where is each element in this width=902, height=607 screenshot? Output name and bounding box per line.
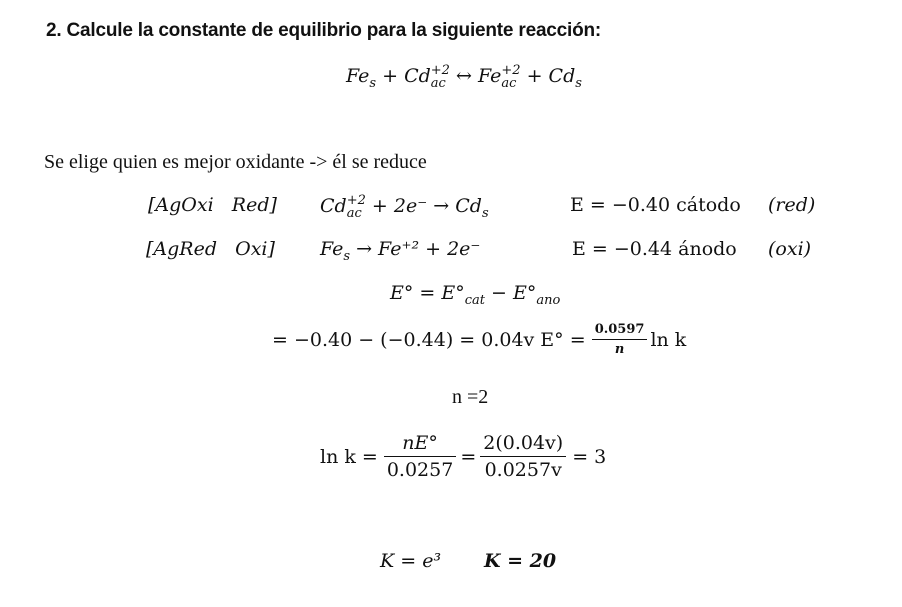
k-exponential: K = e³ bbox=[380, 550, 442, 572]
row2-tag: (oxi) bbox=[768, 238, 812, 260]
oxidant-statement: Se elige quien es mejor oxidante -> él se reduce bbox=[44, 151, 427, 173]
standard-potential-equation: $E^\circ = E^\circ_{cat} - E^\circ_{ano}$ bbox=[390, 282, 561, 308]
fraction-1: $\frac{nE^\circ}{0.0257}$ bbox=[384, 432, 456, 481]
row2-label: [AgRed Oxi] bbox=[146, 238, 275, 260]
lnk-equation: ln k = $\frac{nE^\circ}{0.0257}$ = $\frac{2(0.04v)}{0.0257v}$ = 3 bbox=[320, 432, 607, 481]
row1-tag: (red) bbox=[768, 194, 816, 216]
nernst-fraction: $\frac{0.0597}{n}$ bbox=[592, 322, 648, 357]
n-value: n =2 bbox=[452, 386, 489, 408]
row2-potential: E = −0.44 ánodo bbox=[572, 238, 737, 260]
row1-potential: E = −0.40 cátodo bbox=[570, 194, 741, 216]
question-heading: 2. Calcule la constante de equilibrio para la siguiente reacción: bbox=[46, 20, 602, 41]
reaction-equation: $Fe_s + Cd$ +2 ac ↔ Fe +2 ac + $Cd_s$ bbox=[346, 63, 582, 91]
fraction-2: $\frac{2(0.04v)}{0.0257v}$ bbox=[480, 432, 566, 481]
row1-half-reaction: Cd +2 ac + $2e^- \to Cd_s$ bbox=[320, 193, 489, 221]
row2-half-reaction: $Fe_s \to Fe^{+2} + 2e^-$ bbox=[320, 238, 481, 264]
calculation-line: = −0.40 − (−0.44) = 0.04v E° = $\frac{0.0597}{n}$ ln k bbox=[272, 322, 687, 357]
k-result: K = 20 bbox=[484, 550, 557, 572]
row1-label: [AgOxi Red] bbox=[148, 194, 277, 216]
